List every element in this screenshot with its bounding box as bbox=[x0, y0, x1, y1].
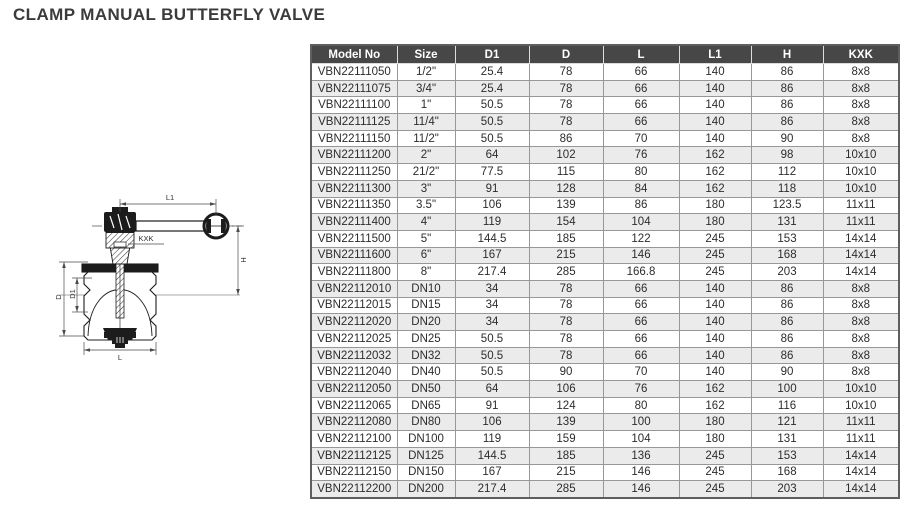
table-cell: 8x8 bbox=[823, 280, 899, 297]
table-row bbox=[311, 130, 899, 147]
table-cell: 124 bbox=[529, 397, 603, 414]
table-cell: DN200 bbox=[397, 481, 455, 498]
table-cell: 14x14 bbox=[823, 264, 899, 281]
table-cell: 10x10 bbox=[823, 147, 899, 164]
table-cell: 139 bbox=[529, 414, 603, 431]
table-cell: 100 bbox=[603, 414, 679, 431]
table-cell: VBN22111400 bbox=[311, 214, 397, 231]
table-cell: VBN22111250 bbox=[311, 164, 397, 181]
table-cell: 50.5 bbox=[455, 97, 529, 114]
dim-label-h: H bbox=[239, 257, 248, 263]
table-cell: 5" bbox=[397, 230, 455, 247]
table-cell: DN40 bbox=[397, 364, 455, 381]
table-cell: VBN22112080 bbox=[311, 414, 397, 431]
table-cell: 168 bbox=[751, 247, 823, 264]
table-cell: 154 bbox=[529, 214, 603, 231]
table-cell: DN25 bbox=[397, 331, 455, 348]
valve-stem-and-handle bbox=[104, 207, 228, 336]
table-cell: DN125 bbox=[397, 447, 455, 464]
table-cell: 86 bbox=[751, 280, 823, 297]
table-cell: 76 bbox=[603, 381, 679, 398]
table-cell: 64 bbox=[455, 381, 529, 398]
table-cell: 90 bbox=[751, 364, 823, 381]
table-cell: 8x8 bbox=[823, 64, 899, 81]
table-cell: 8x8 bbox=[823, 297, 899, 314]
table-cell: 80 bbox=[603, 397, 679, 414]
table-cell: 153 bbox=[751, 230, 823, 247]
spec-table-container bbox=[310, 44, 900, 499]
column-header: H bbox=[751, 45, 823, 64]
dim-label-l: L bbox=[117, 353, 123, 362]
table-cell: 10x10 bbox=[823, 381, 899, 398]
table-cell: 66 bbox=[603, 280, 679, 297]
table-cell: 140 bbox=[679, 80, 751, 97]
table-cell: 66 bbox=[603, 80, 679, 97]
dim-label-d: D bbox=[54, 294, 63, 300]
table-cell: 180 bbox=[679, 214, 751, 231]
table-cell: 64 bbox=[455, 147, 529, 164]
table-cell: 123.5 bbox=[751, 197, 823, 214]
table-row bbox=[311, 297, 899, 314]
table-cell: VBN22112010 bbox=[311, 280, 397, 297]
table-cell: 66 bbox=[603, 314, 679, 331]
table-cell: 140 bbox=[679, 64, 751, 81]
table-cell: 162 bbox=[679, 180, 751, 197]
table-cell: DN65 bbox=[397, 397, 455, 414]
table-cell: 245 bbox=[679, 230, 751, 247]
table-cell: 140 bbox=[679, 114, 751, 131]
column-header: Size bbox=[397, 45, 455, 64]
table-cell: 8x8 bbox=[823, 130, 899, 147]
table-cell: 50.5 bbox=[455, 331, 529, 348]
table-row bbox=[311, 147, 899, 164]
table-cell: 3.5" bbox=[397, 197, 455, 214]
table-cell: 102 bbox=[529, 147, 603, 164]
table-cell: 66 bbox=[603, 331, 679, 348]
table-cell: 14x14 bbox=[823, 464, 899, 481]
table-cell: 14x14 bbox=[823, 481, 899, 498]
table-cell: 245 bbox=[679, 447, 751, 464]
column-header: L bbox=[603, 45, 679, 64]
table-cell: 1/2" bbox=[397, 64, 455, 81]
table-cell: 140 bbox=[679, 331, 751, 348]
table-cell: 162 bbox=[679, 147, 751, 164]
table-cell: 162 bbox=[679, 381, 751, 398]
table-cell: VBN22111200 bbox=[311, 147, 397, 164]
table-cell: 11x11 bbox=[823, 414, 899, 431]
valve-technical-drawing bbox=[40, 186, 255, 381]
page-title: CLAMP MANUAL BUTTERFLY VALVE bbox=[13, 5, 326, 24]
table-cell: 112 bbox=[751, 164, 823, 181]
table-cell: 217.4 bbox=[455, 264, 529, 281]
table-cell: 140 bbox=[679, 347, 751, 364]
table-cell: 11/2" bbox=[397, 130, 455, 147]
table-cell: VBN22112200 bbox=[311, 481, 397, 498]
dim-label-d1: D1 bbox=[68, 289, 77, 299]
table-row bbox=[311, 414, 899, 431]
table-cell: 10x10 bbox=[823, 164, 899, 181]
table-cell: 162 bbox=[679, 397, 751, 414]
table-cell: DN32 bbox=[397, 347, 455, 364]
table-cell: 14x14 bbox=[823, 230, 899, 247]
table-cell: VBN22111150 bbox=[311, 130, 397, 147]
table-cell: 203 bbox=[751, 481, 823, 498]
table-cell: 104 bbox=[603, 431, 679, 448]
table-row bbox=[311, 97, 899, 114]
table-cell: 4" bbox=[397, 214, 455, 231]
table-row bbox=[311, 364, 899, 381]
table-cell: VBN22112125 bbox=[311, 447, 397, 464]
table-cell: 245 bbox=[679, 247, 751, 264]
table-row bbox=[311, 164, 899, 181]
table-cell: 11x11 bbox=[823, 197, 899, 214]
table-cell: 180 bbox=[679, 414, 751, 431]
table-cell: 115 bbox=[529, 164, 603, 181]
table-cell: VBN22111050 bbox=[311, 64, 397, 81]
table-cell: 34 bbox=[455, 280, 529, 297]
table-cell: VBN22112065 bbox=[311, 397, 397, 414]
table-cell: 136 bbox=[603, 447, 679, 464]
table-cell: VBN22111800 bbox=[311, 264, 397, 281]
table-cell: 34 bbox=[455, 297, 529, 314]
table-cell: 66 bbox=[603, 297, 679, 314]
table-row bbox=[311, 247, 899, 264]
table-cell: 106 bbox=[455, 197, 529, 214]
table-cell: 25.4 bbox=[455, 80, 529, 97]
table-cell: 14x14 bbox=[823, 447, 899, 464]
table-cell: 104 bbox=[603, 214, 679, 231]
table-row bbox=[311, 197, 899, 214]
table-cell: 10x10 bbox=[823, 180, 899, 197]
table-cell: 180 bbox=[679, 431, 751, 448]
table-cell: 78 bbox=[529, 114, 603, 131]
table-cell: 10x10 bbox=[823, 397, 899, 414]
table-cell: 131 bbox=[751, 214, 823, 231]
table-cell: 66 bbox=[603, 114, 679, 131]
table-cell: 8x8 bbox=[823, 347, 899, 364]
table-cell: 140 bbox=[679, 130, 751, 147]
table-cell: 106 bbox=[455, 414, 529, 431]
column-header: D1 bbox=[455, 45, 529, 64]
table-cell: 80 bbox=[603, 164, 679, 181]
table-cell: 11x11 bbox=[823, 431, 899, 448]
table-row bbox=[311, 347, 899, 364]
table-cell: VBN22111075 bbox=[311, 80, 397, 97]
table-cell: 8" bbox=[397, 264, 455, 281]
table-cell: 76 bbox=[603, 147, 679, 164]
table-cell: 91 bbox=[455, 397, 529, 414]
table-cell: 144.5 bbox=[455, 230, 529, 247]
table-cell: 159 bbox=[529, 431, 603, 448]
column-header: KXK bbox=[823, 45, 899, 64]
table-row bbox=[311, 447, 899, 464]
table-cell: VBN22112020 bbox=[311, 314, 397, 331]
table-cell: 140 bbox=[679, 297, 751, 314]
table-cell: 8x8 bbox=[823, 314, 899, 331]
table-cell: 86 bbox=[751, 347, 823, 364]
table-cell: 131 bbox=[751, 431, 823, 448]
table-row bbox=[311, 230, 899, 247]
table-cell: 146 bbox=[603, 481, 679, 498]
table-cell: 25.4 bbox=[455, 64, 529, 81]
table-cell: 245 bbox=[679, 464, 751, 481]
table-cell: 128 bbox=[529, 180, 603, 197]
table-cell: 285 bbox=[529, 264, 603, 281]
table-cell: 203 bbox=[751, 264, 823, 281]
table-cell: 185 bbox=[529, 447, 603, 464]
table-cell: 140 bbox=[679, 97, 751, 114]
table-cell: 167 bbox=[455, 464, 529, 481]
valve-drawing-svg bbox=[40, 186, 255, 376]
table-cell: VBN22112100 bbox=[311, 431, 397, 448]
table-cell: 77.5 bbox=[455, 164, 529, 181]
table-cell: VBN22111600 bbox=[311, 247, 397, 264]
table-cell: 66 bbox=[603, 64, 679, 81]
table-cell: 140 bbox=[679, 280, 751, 297]
table-cell: 8x8 bbox=[823, 80, 899, 97]
table-row bbox=[311, 114, 899, 131]
table-cell: 8x8 bbox=[823, 97, 899, 114]
table-cell: 78 bbox=[529, 64, 603, 81]
table-cell: 86 bbox=[751, 314, 823, 331]
table-cell: 78 bbox=[529, 97, 603, 114]
table-cell: 78 bbox=[529, 314, 603, 331]
table-cell: 86 bbox=[751, 297, 823, 314]
table-cell: VBN22111100 bbox=[311, 97, 397, 114]
table-row bbox=[311, 64, 899, 81]
table-cell: 106 bbox=[529, 381, 603, 398]
table-cell: VBN22112032 bbox=[311, 347, 397, 364]
table-cell: VBN22111300 bbox=[311, 180, 397, 197]
table-cell: 70 bbox=[603, 364, 679, 381]
table-cell: 70 bbox=[603, 130, 679, 147]
table-cell: 8x8 bbox=[823, 331, 899, 348]
dim-label-l1: L1 bbox=[165, 193, 175, 202]
table-row bbox=[311, 481, 899, 498]
table-row bbox=[311, 381, 899, 398]
table-cell: 98 bbox=[751, 147, 823, 164]
spec-table-body bbox=[311, 64, 899, 498]
table-cell: 34 bbox=[455, 314, 529, 331]
table-cell: 66 bbox=[603, 347, 679, 364]
table-cell: 215 bbox=[529, 247, 603, 264]
table-cell: 140 bbox=[679, 364, 751, 381]
table-cell: 91 bbox=[455, 180, 529, 197]
table-cell: 121 bbox=[751, 414, 823, 431]
table-cell: 78 bbox=[529, 280, 603, 297]
table-cell: 86 bbox=[529, 130, 603, 147]
table-row bbox=[311, 80, 899, 97]
table-cell: 78 bbox=[529, 331, 603, 348]
table-cell: 8x8 bbox=[823, 114, 899, 131]
table-cell: 116 bbox=[751, 397, 823, 414]
table-cell: DN150 bbox=[397, 464, 455, 481]
table-cell: 90 bbox=[529, 364, 603, 381]
table-row bbox=[311, 180, 899, 197]
table-cell: 140 bbox=[679, 314, 751, 331]
table-row bbox=[311, 314, 899, 331]
table-cell: 21/2" bbox=[397, 164, 455, 181]
column-header: L1 bbox=[679, 45, 751, 64]
table-cell: 78 bbox=[529, 80, 603, 97]
table-cell: DN20 bbox=[397, 314, 455, 331]
table-cell: 50.5 bbox=[455, 364, 529, 381]
table-cell: 84 bbox=[603, 180, 679, 197]
table-cell: 78 bbox=[529, 347, 603, 364]
table-cell: VBN22112025 bbox=[311, 331, 397, 348]
table-cell: VBN22112150 bbox=[311, 464, 397, 481]
table-cell: 86 bbox=[751, 97, 823, 114]
table-cell: VBN22111125 bbox=[311, 114, 397, 131]
table-cell: 139 bbox=[529, 197, 603, 214]
table-cell: 118 bbox=[751, 180, 823, 197]
table-cell: 144.5 bbox=[455, 447, 529, 464]
table-cell: DN10 bbox=[397, 280, 455, 297]
table-cell: VBN22112015 bbox=[311, 297, 397, 314]
table-cell: 119 bbox=[455, 214, 529, 231]
table-row bbox=[311, 214, 899, 231]
table-cell: 153 bbox=[751, 447, 823, 464]
column-header: D bbox=[529, 45, 603, 64]
table-cell: 66 bbox=[603, 97, 679, 114]
dim-label-kxk: KXK bbox=[138, 234, 154, 243]
column-header: Model No bbox=[311, 45, 397, 64]
table-cell: 100 bbox=[751, 381, 823, 398]
table-cell: 11x11 bbox=[823, 214, 899, 231]
table-cell: 217.4 bbox=[455, 481, 529, 498]
table-cell: 245 bbox=[679, 481, 751, 498]
table-cell: 285 bbox=[529, 481, 603, 498]
table-cell: 78 bbox=[529, 297, 603, 314]
table-cell: 8x8 bbox=[823, 364, 899, 381]
table-cell: 146 bbox=[603, 464, 679, 481]
table-row bbox=[311, 431, 899, 448]
spec-table bbox=[310, 44, 900, 499]
table-cell: 3" bbox=[397, 180, 455, 197]
table-cell: 50.5 bbox=[455, 114, 529, 131]
table-cell: 185 bbox=[529, 230, 603, 247]
table-cell: 50.5 bbox=[455, 347, 529, 364]
table-cell: 3/4" bbox=[397, 80, 455, 97]
table-row bbox=[311, 397, 899, 414]
table-cell: 122 bbox=[603, 230, 679, 247]
table-cell: DN80 bbox=[397, 414, 455, 431]
table-cell: 86 bbox=[751, 64, 823, 81]
table-row bbox=[311, 280, 899, 297]
table-cell: 146 bbox=[603, 247, 679, 264]
table-cell: 86 bbox=[603, 197, 679, 214]
table-cell: 119 bbox=[455, 431, 529, 448]
table-cell: 50.5 bbox=[455, 130, 529, 147]
table-cell: VBN22112040 bbox=[311, 364, 397, 381]
table-cell: 86 bbox=[751, 331, 823, 348]
table-cell: 1" bbox=[397, 97, 455, 114]
table-cell: 167 bbox=[455, 247, 529, 264]
table-cell: 86 bbox=[751, 114, 823, 131]
table-cell: DN15 bbox=[397, 297, 455, 314]
table-row bbox=[311, 264, 899, 281]
table-cell: DN100 bbox=[397, 431, 455, 448]
table-cell: 180 bbox=[679, 197, 751, 214]
table-cell: 11/4" bbox=[397, 114, 455, 131]
table-cell: DN50 bbox=[397, 381, 455, 398]
table-cell: 6" bbox=[397, 247, 455, 264]
table-cell: 168 bbox=[751, 464, 823, 481]
table-cell: VBN22112050 bbox=[311, 381, 397, 398]
table-cell: 14x14 bbox=[823, 247, 899, 264]
table-cell: VBN22111350 bbox=[311, 197, 397, 214]
table-cell: 86 bbox=[751, 80, 823, 97]
table-cell: 2" bbox=[397, 147, 455, 164]
valve-bottom-cap bbox=[103, 328, 137, 348]
table-cell: 90 bbox=[751, 130, 823, 147]
table-cell: 162 bbox=[679, 164, 751, 181]
table-cell: VBN22111500 bbox=[311, 230, 397, 247]
table-cell: 215 bbox=[529, 464, 603, 481]
table-cell: 166.8 bbox=[603, 264, 679, 281]
table-row bbox=[311, 464, 899, 481]
table-header-row bbox=[311, 45, 899, 64]
table-cell: 245 bbox=[679, 264, 751, 281]
table-row bbox=[311, 331, 899, 348]
